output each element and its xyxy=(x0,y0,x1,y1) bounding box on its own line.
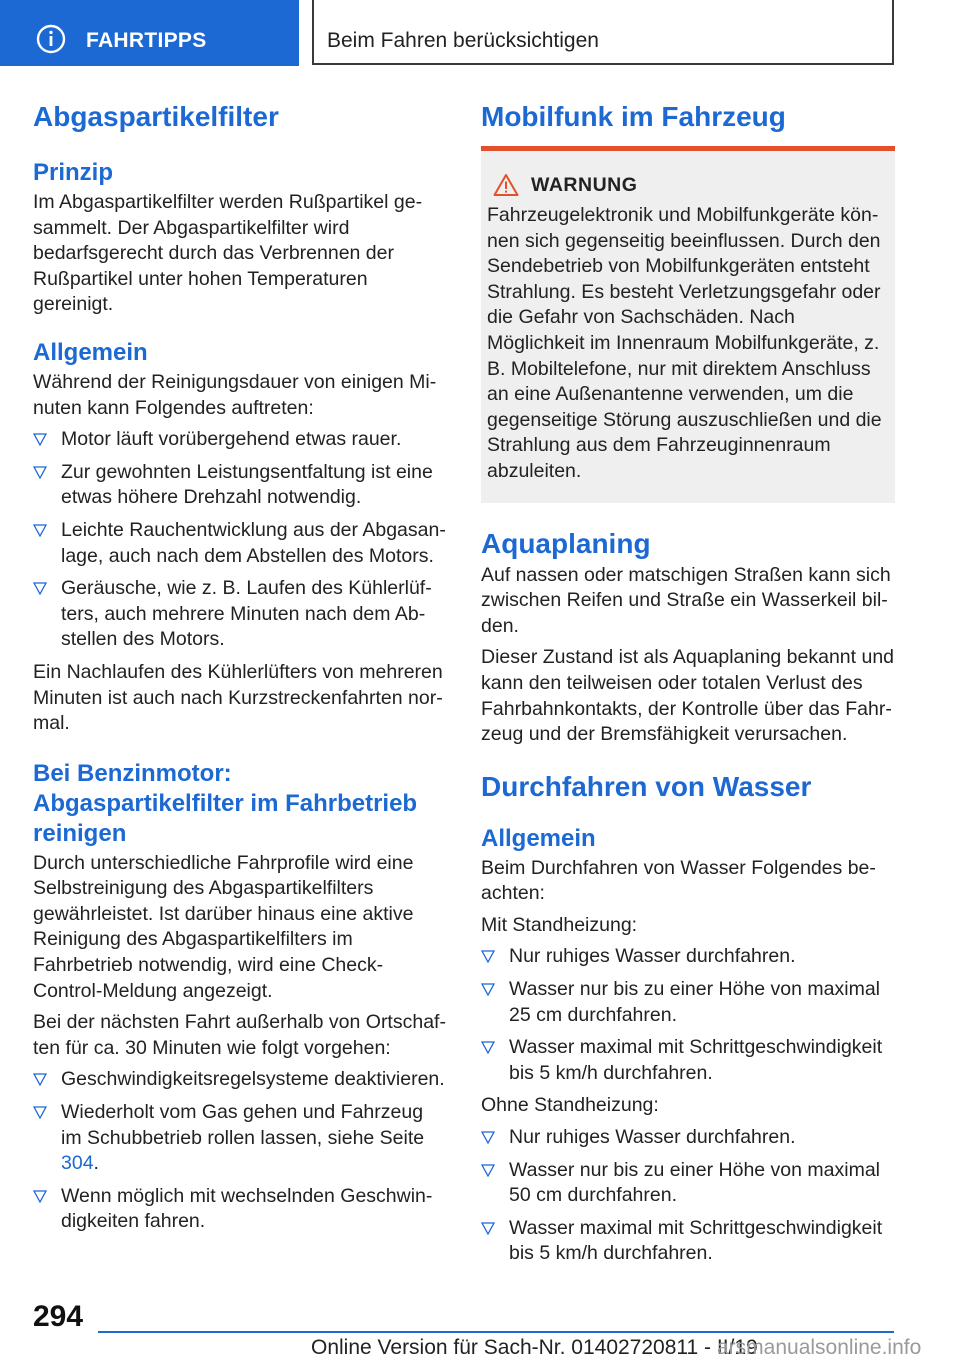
footer-online-version: Online Version für Sach-Nr. 01402720811 - II/19 xyxy=(311,1336,758,1359)
list-item: Nur ruhiges Wasser durchfahren. xyxy=(481,1125,895,1151)
paragraph-benzin-1: Durch unterschiedliche Fahrprofile wird eine Selbstreinigung des Abgaspartikelfilters gewährleistet. Ist darüber hinaus eine aktive Reinigung des Abgaspartikelfilters im Fahrbetrieb notwendig, wird eine Check-Control-Meldung angezeigt. xyxy=(33,851,414,1002)
label-ohne-standheizung: Ohne Standheizung: xyxy=(481,1094,659,1117)
triangle-bullet-icon xyxy=(481,949,495,963)
left-column xyxy=(33,100,447,1235)
triangle-bullet-icon xyxy=(33,1105,47,1119)
info-icon xyxy=(36,24,66,54)
heading-aquaplaning: Aquaplaning xyxy=(481,527,651,559)
paragraph-aquaplaning-2: Dieser Zustand ist als Aquaplaning bekannt und kann den teilweisen oder totalen Verlust des Fahrbahnkontakts, der Kontrolle über das Fahrzeug und der Bremsfähigkeit verursachen. xyxy=(481,646,895,746)
list-item: Wasser maximal mit Schrittgeschwindigkeit bis 5 km/h durchfahren. xyxy=(481,1216,895,1267)
heading-allgemein: Allgemein xyxy=(33,338,148,366)
right-column xyxy=(481,100,895,1267)
warning-box xyxy=(481,146,895,503)
section-title: Beim Fahren berücksichtigen xyxy=(327,29,599,52)
list-ohne-standheizung xyxy=(481,1125,895,1267)
footer-divider xyxy=(98,1331,894,1333)
section-header xyxy=(312,0,894,65)
list-item: Nur ruhiges Wasser durchfahren. xyxy=(481,944,895,970)
chapter-tab[interactable] xyxy=(0,0,299,66)
warning-text: Fahrzeugelektronik und Mobilfunkgeräte können sich gegenseitig beeinflussen. Durch den Sendebetrieb von Mobilfunkgeräten entsteht Strahlung. Es besteht Verletzungsgefahr oder die Gefahr von Sachschäden. Nach Möglichkeit im Innenraum Mobilfunkgeräte, z. B. Mobiltelefone, nur mit direktem Anschluss an eine Außenantenne verwenden, um die gegenseitige Störung auszuschließen und die Strahlung aus dem Fahrzeuginnenraum abzuleiten. xyxy=(487,204,882,482)
triangle-bullet-icon xyxy=(481,1163,495,1177)
triangle-bullet-icon xyxy=(33,432,47,446)
warning-triangle-icon xyxy=(493,173,519,197)
triangle-bullet-icon xyxy=(33,1072,47,1086)
page-number: 294 xyxy=(33,1300,84,1333)
list-item: Geschwindigkeitsregelsysteme deaktivieren. xyxy=(33,1067,447,1093)
heading-durchfahren-von-wasser: Durchfahren von Wasser xyxy=(481,770,812,802)
paragraph-prinzip: Im Abgaspartikelfilter werden Rußpartikel gesammelt. Der Abgaspartikelfilter wird bedarfsgerecht durch das Verbrennen der Rußpartikel unter hohen Temperaturen gereinigt. xyxy=(33,191,423,316)
warning-label: WARNUNG xyxy=(531,173,638,196)
triangle-bullet-icon xyxy=(33,581,47,595)
triangle-bullet-icon xyxy=(481,1221,495,1235)
triangle-bullet-icon xyxy=(33,523,47,537)
triangle-bullet-icon xyxy=(33,465,47,479)
triangle-bullet-icon xyxy=(481,1040,495,1054)
triangle-bullet-icon xyxy=(481,982,495,996)
list-item: Wasser nur bis zu einer Höhe von maximal 50 cm durchfahren. xyxy=(481,1158,895,1209)
paragraph-wasser-intro: Beim Durchfahren von Wasser Folgendes beachten: xyxy=(481,856,876,905)
paragraph-benzin-2: Bei der nächsten Fahrt außerhalb von Ortschaften für ca. 30 Minuten wie folgt vorgehen: xyxy=(33,1011,446,1059)
list-item: Wenn möglich mit wechselnden Geschwindigkeiten fahren. xyxy=(33,1184,447,1235)
chapter-tab-label: FAHRTIPPS xyxy=(86,29,207,52)
list-item: Wasser nur bis zu einer Höhe von maximal 25 cm durchfahren. xyxy=(481,977,895,1028)
list-item: Motor läuft vorübergehend etwas rauer. xyxy=(33,427,447,453)
triangle-bullet-icon xyxy=(481,1130,495,1144)
list-mit-standheizung xyxy=(481,944,895,1086)
heading-wasser-allgemein: Allgemein xyxy=(481,824,596,852)
paragraph-allgemein-outro: Ein Nachlaufen des Kühlerlüfters von mehreren Minuten ist auch nach Kurzstreckenfahrten normal. xyxy=(33,660,443,735)
paragraph-aquaplaning-1: Auf nassen oder matschigen Straßen kann sich zwischen Reifen und Straße ein Wasserkeil bilden. xyxy=(481,563,891,637)
warning-header xyxy=(493,173,889,197)
triangle-bullet-icon xyxy=(33,1189,47,1203)
list-item: Geräusche, wie z. B. Laufen des Kühlerlüfters, auch mehrere Minuten nach dem Abstellen des Motors. xyxy=(33,576,447,653)
label-mit-standheizung: Mit Standheizung: xyxy=(481,913,638,936)
heading-mobilfunk: Mobilfunk im Fahrzeug xyxy=(481,101,786,132)
heading-prinzip: Prinzip xyxy=(33,159,114,186)
paragraph-allgemein-intro: Während der Reinigungsdauer von einigen Minuten kann Folgendes auftreten: xyxy=(33,370,437,419)
heading-benzinmotor: Bei Benzinmotor: Abgaspartikelfilter im Fahrbetrieb reinigen xyxy=(33,759,418,847)
list-benzin xyxy=(33,1067,447,1235)
watermark: arsmanualsonline.info xyxy=(717,1336,922,1359)
list-item: Leichte Rauchentwicklung aus der Abgasanlage, auch nach dem Abstellen des Motors. xyxy=(33,518,447,569)
list-allgemein xyxy=(33,427,447,653)
list-item: Wasser maximal mit Schrittgeschwindigkeit bis 5 km/h durchfahren. xyxy=(481,1035,895,1086)
heading-abgaspartikelfilter: Abgaspartikelfilter xyxy=(33,101,279,132)
list-item: Wiederholt vom Gas gehen und Fahrzeug im Schubbetrieb rollen lassen, siehe Seite 304. xyxy=(33,1100,447,1177)
page-reference-link[interactable]: 304 xyxy=(61,1152,94,1175)
list-item: Zur gewohnten Leistungsentfaltung ist eine etwas höhere Drehzahl notwendig. xyxy=(33,460,447,511)
